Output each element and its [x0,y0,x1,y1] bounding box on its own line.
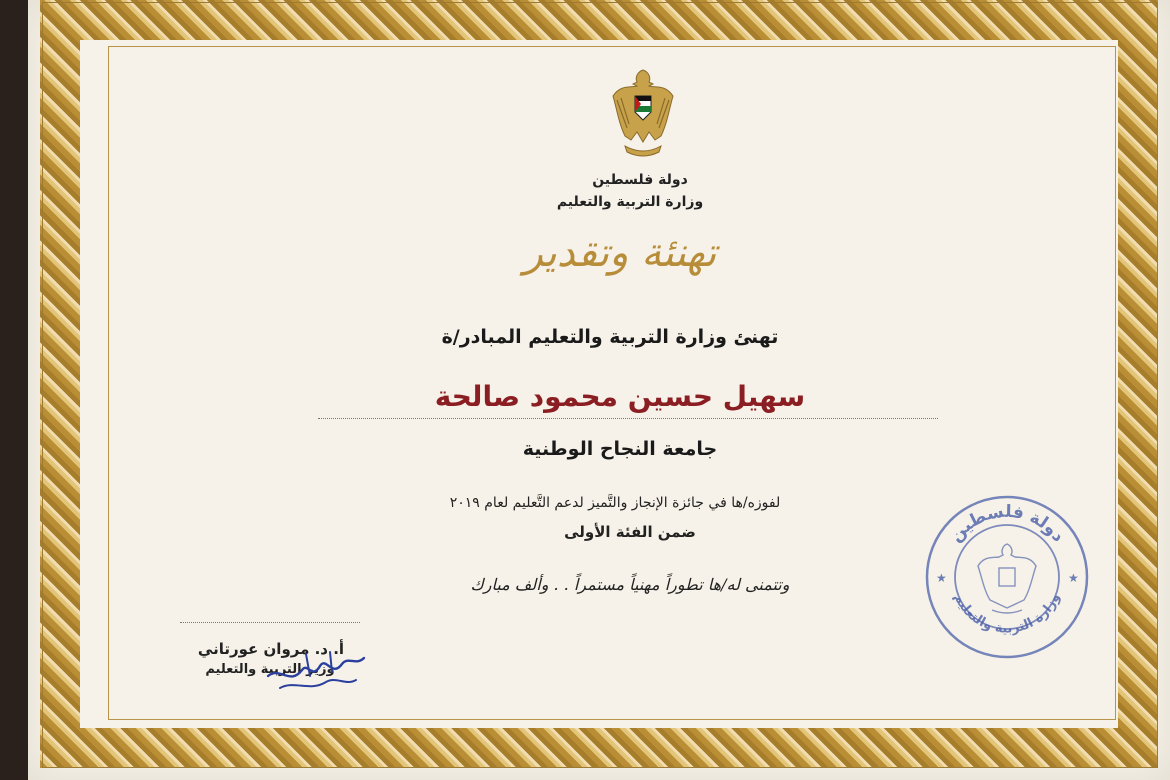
stamp-bottom-text: وزارة التربية والتعليم [950,591,1064,637]
palestine-eagle-emblem-icon [607,66,679,166]
svg-text:وزارة التربية والتعليم [951,591,1064,636]
certificate-content [80,40,1118,728]
category-line: ضمن الفئة الأولى [564,523,696,541]
ministry-stamp [922,492,1092,662]
recipient-name: سهيل حسين محمود صالحة [434,380,806,413]
ministry-name: وزارة التربية والتعليم [556,194,704,210]
institution-name: جامعة النجاح الوطنية [522,438,718,460]
svg-text:★: ★ [936,571,947,585]
svg-text:★: ★ [1068,571,1079,585]
handwritten-signature [260,636,370,696]
name-underline [318,418,938,419]
certificate-title: تهنئة وتقدير [523,230,717,276]
state-name: دولة فلسطين [592,172,688,188]
award-line: لفوزه/ها في جائزة الإنجاز والتَّميز لدعم التَّعليم لعام ٢٠١٩ [449,495,781,511]
congrats-line: تهنئ وزارة التربية والتعليم المبادر/ة [441,326,779,348]
certificate [28,0,1170,780]
wish-line: وتتمنى له/ها تطوراً مهنياً مستمراً . . وألف مبارك [470,575,790,594]
signature-dotted-line [180,622,360,623]
signer-name: أ. د. مروان عورتاني [197,640,345,658]
signer-title: وزير التربية والتعليم [205,662,335,677]
stamp-top-text: دولة فلسطين [945,501,1069,547]
